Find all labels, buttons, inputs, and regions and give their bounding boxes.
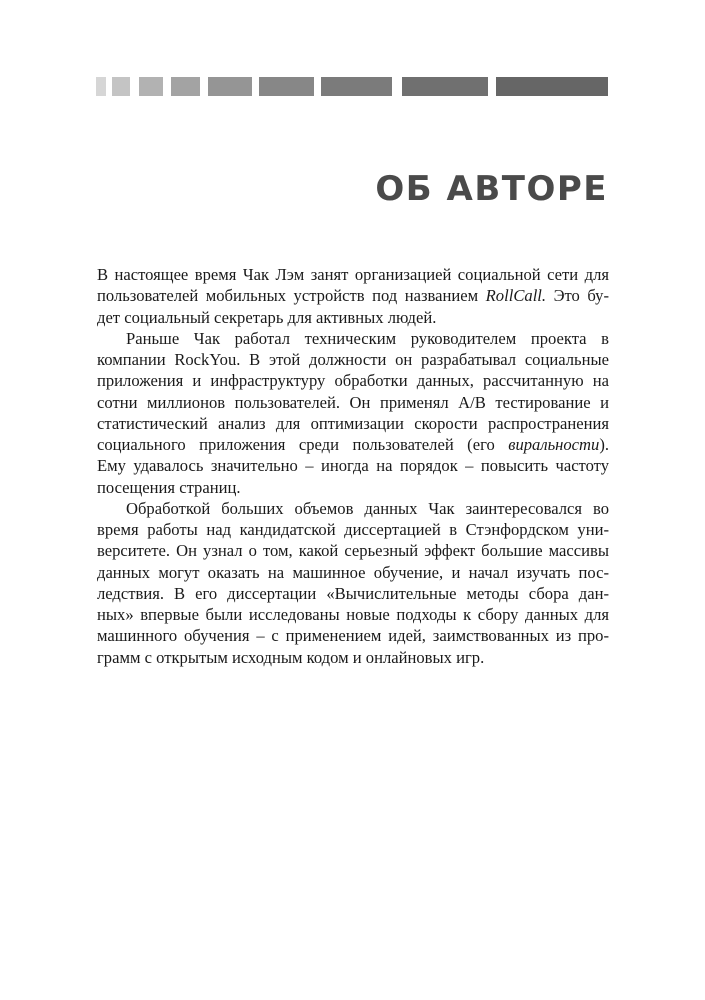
paragraph	[97, 498, 609, 668]
decorative-header-bar	[96, 77, 608, 96]
text-line: компании RockYou. В этой должности он разрабатывал социальные	[97, 350, 609, 369]
text-line: ных» впервые были исследованы новые подходы к сбору данных для	[97, 605, 609, 624]
text-line: данных могут оказать на машинное обучение, и начал изучать пос-	[97, 562, 609, 582]
header-bar-segment	[259, 77, 314, 96]
emphasis: виральности	[508, 435, 600, 454]
text-line: В настоящее время Чак Лэм занят организацией социальной сети для	[97, 265, 609, 284]
header-bar-segment	[96, 77, 106, 96]
chapter-title: ОБ АВТОРЕ	[375, 169, 608, 209]
text-line: посещения страниц.	[97, 477, 241, 497]
paragraph	[97, 264, 609, 328]
paragraph	[97, 328, 609, 498]
body-text	[97, 264, 609, 668]
text-line: Ему удавалось значительно – иногда на порядок – повысить частоту	[97, 456, 609, 476]
text-line: пользователей мобильных устройств под названием RollCall. Это бу-	[97, 286, 609, 306]
header-bar-segment	[402, 77, 488, 96]
header-bar-segment	[139, 77, 163, 96]
text-line: грамм с открытым исходным кодом и онлайновых игр.	[97, 647, 485, 667]
emphasis: RollCall.	[485, 286, 547, 306]
text-line: ледствия. В его диссертации «Вычислительные методы сбора дан-	[97, 583, 609, 603]
text-line: сотни миллионов пользователей. Он применял A/B тестирование и	[97, 392, 609, 412]
text-line: статистический анализ для оптимизации скорости распространения	[97, 413, 609, 433]
text-line: дет социальный секретарь для активных людей.	[97, 307, 437, 327]
text-line: верситете. Он узнал о том, какой серьезный эффект большие массивы	[97, 541, 609, 561]
text-line: Раньше Чак работал техническим руководителем проекта в	[126, 328, 609, 348]
header-bar-segment	[112, 77, 130, 96]
text-line: приложения и инфраструктуру обработки данных, рассчитанную на	[97, 371, 609, 391]
header-bar-segment	[171, 77, 200, 96]
text-line: время работы над кандидатской диссертацией в Стэнфордском уни-	[97, 520, 609, 539]
header-bar-segment	[208, 77, 252, 96]
text-line: социального приложения среди пользователей (его виральности).	[97, 435, 609, 454]
header-bar-segment	[496, 77, 608, 96]
text-line: Обработкой больших объемов данных Чак заинтересовался во	[126, 498, 609, 518]
text-line: машинного обучения – с применением идей, заимствованных из про-	[97, 626, 609, 646]
header-bar-segment	[321, 77, 392, 96]
